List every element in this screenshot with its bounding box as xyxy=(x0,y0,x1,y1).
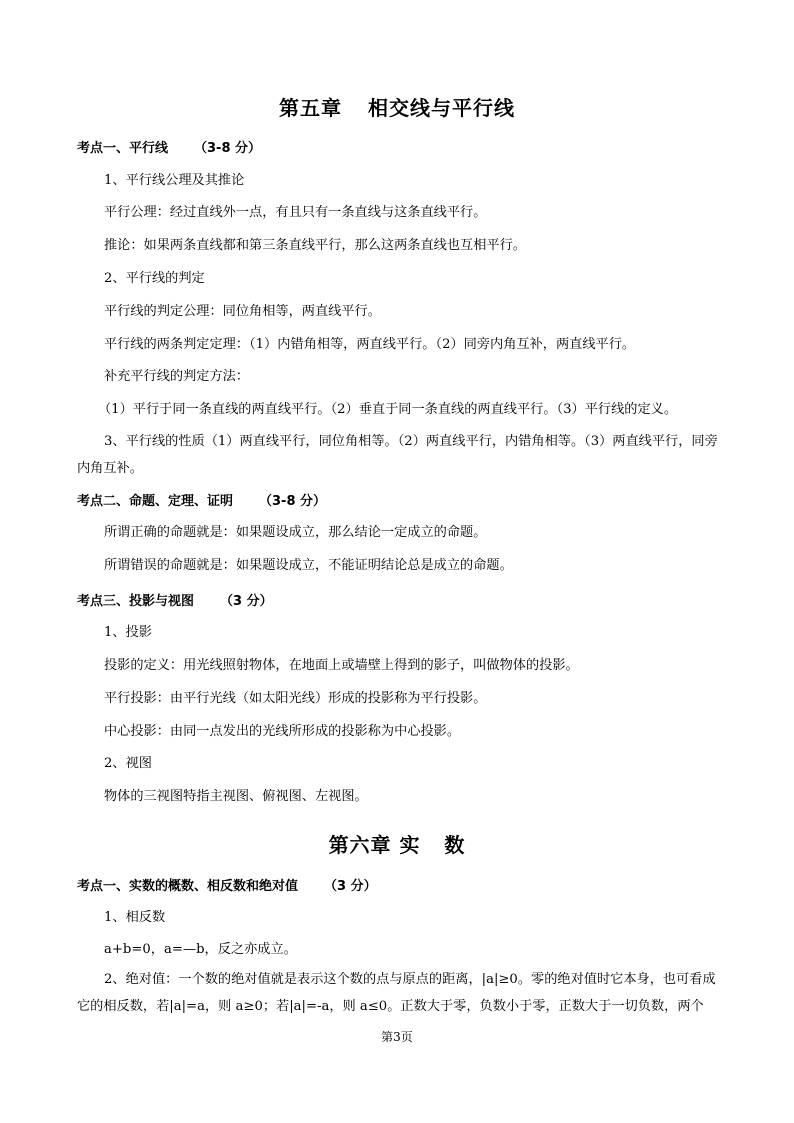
paragraph: 平行投影：由平行光线（如太阳光线）形成的投影称为平行投影。 xyxy=(104,691,487,706)
section-heading: 考点二、命题、定理、证明 （3-8 分） xyxy=(77,494,327,509)
section-heading: 考点三、投影与视图 （3 分） xyxy=(77,594,273,609)
chapter-5-name: 相交线与平行线 xyxy=(368,96,515,120)
chapter-5-title xyxy=(0,92,794,121)
paragraph: 推论：如果两条直线都和第三条直线平行，那么这两条直线也互相平行。 xyxy=(104,238,526,253)
section-heading: 考点一、实数的概数、相反数和绝对值 （3 分） xyxy=(77,879,377,894)
paragraph: 1、平行线公理及其推论 xyxy=(104,173,245,188)
paragraph: 1、相反数 xyxy=(104,910,166,925)
paragraph: 1、投影 xyxy=(104,625,152,640)
chapter-6-title: 第六章 实 数 xyxy=(328,833,466,857)
paragraph: 2、绝对值：一个数的绝对值就是表示这个数的点与原点的距离，|a|≥0。零的绝对值时它本身，也可看成它的相反数，若|a|=a，则 a≥0；若|a|=-a，则 a≤0。正数大于零，负数小于零，正数大于一切负数，两个 xyxy=(77,972,716,1014)
section-heading: 考点一、平行线 （3-8 分） xyxy=(77,141,262,156)
paragraph: （1）平行于同一条直线的两直线平行。（2）垂直于同一条直线的两直线平行。（3）平行线的定义。 xyxy=(98,402,678,417)
page-number: 第3页 xyxy=(381,1030,413,1044)
paragraph: 投影的定义：用光线照射物体，在地面上或墙壁上得到的影子，叫做物体的投影。 xyxy=(104,658,579,673)
paragraph: 所谓错误的命题就是：如果题设成立，不能证明结论总是成立的命题。 xyxy=(104,558,513,573)
chapter-6-number: 第六章 xyxy=(328,833,392,857)
paragraph: 平行公理：经过直线外一点，有且只有一条直线与这条直线平行。 xyxy=(104,205,487,220)
paragraph: 3、平行线的性质（1）两直线平行，同位角相等。（2）两直线平行，内错角相等。（3）两直线平行，同旁内角互补。 xyxy=(77,434,718,476)
paragraph: 2、视图 xyxy=(104,756,152,771)
paragraph: 补充平行线的判定方法： xyxy=(104,369,250,384)
paragraph: a+b=0，a=—b，反之亦成立。 xyxy=(104,942,297,957)
paragraph: 平行线的判定公理：同位角相等，两直线平行。 xyxy=(104,304,381,319)
paragraph: 2、平行线的判定 xyxy=(104,271,205,286)
paragraph: 平行线的两条判定定理：（1）内错角相等，两直线平行。（2）同旁内角互补，两直线平行。 xyxy=(104,337,636,352)
paragraph: 物体的三视图特指主视图、俯视图、左视图。 xyxy=(104,789,368,804)
paragraph: 中心投影：由同一点发出的光线所形成的投影称为中心投影。 xyxy=(104,724,461,739)
paragraph: 所谓正确的命题就是：如果题设成立，那么结论一定成立的命题。 xyxy=(104,525,487,540)
chapter-5-number: 第五章 xyxy=(279,96,342,120)
